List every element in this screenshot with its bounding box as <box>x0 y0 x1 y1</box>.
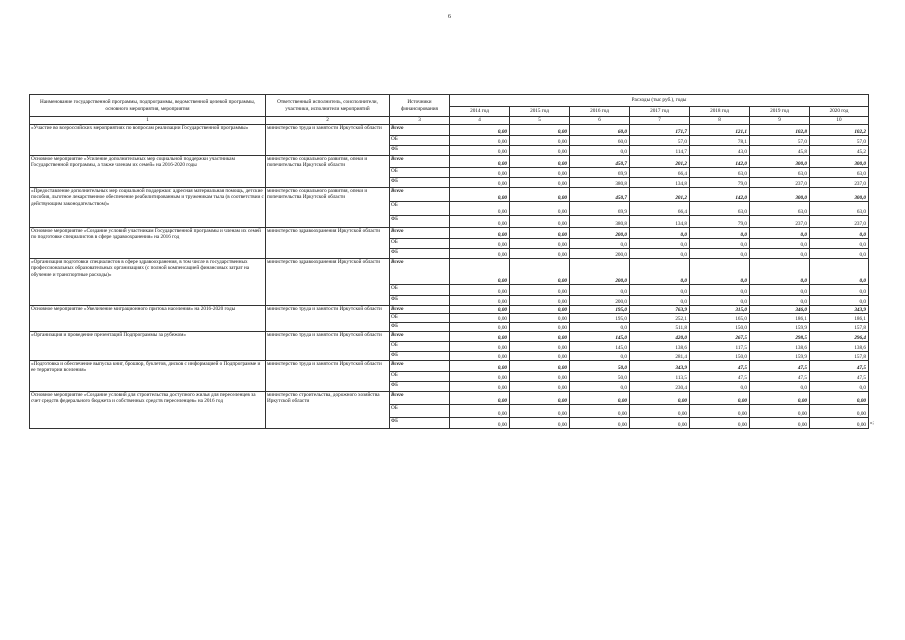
amount-cell: 50,0 <box>570 361 630 372</box>
amount-cell: 0,00 <box>450 314 510 323</box>
amount-cell: 150,0 <box>690 323 750 332</box>
expenses-table <box>29 94 869 429</box>
trailing-mark: »; <box>870 420 874 426</box>
header-year: 2020 год <box>810 107 869 117</box>
amount-cell: 134,8 <box>630 178 690 188</box>
amount-cell: 237,0 <box>810 178 869 188</box>
amount-cell: 63,0 <box>810 168 869 178</box>
header-year: 2016 год <box>570 107 630 117</box>
funding-source: ФБ <box>390 249 450 259</box>
amount-cell: 0,0 <box>810 249 869 259</box>
table-row <box>30 392 869 405</box>
funding-source: Всего <box>390 125 450 136</box>
amount-cell: 45,8 <box>750 146 810 156</box>
amount-cell: 0,0 <box>690 249 750 259</box>
amount-cell: 186,1 <box>810 314 869 323</box>
amount-cell: 66,4 <box>630 168 690 178</box>
funding-source: ФБ <box>390 418 450 429</box>
amount-cell: 0,00 <box>510 136 570 146</box>
activity-executor: министерство труда и занятости Иркутской области <box>266 361 390 392</box>
funding-source: ОБ <box>390 136 450 146</box>
amount-cell: 0,00 <box>510 216 570 228</box>
amount-cell: 0,00 <box>510 405 570 418</box>
header-executor: Ответственный исполнитель, соисполнители, участники, исполнители мероприятий <box>266 95 390 117</box>
funding-source: ФБ <box>390 382 450 392</box>
amount-cell: 57,0 <box>810 136 869 146</box>
amount-cell: 0,00 <box>510 168 570 178</box>
amount-cell: 0,00 <box>450 202 510 216</box>
amount-cell: 315,0 <box>690 306 750 314</box>
amount-cell: 134,8 <box>630 216 690 228</box>
amount-cell: 0,00 <box>450 249 510 259</box>
amount-cell: 0,0 <box>690 382 750 392</box>
amount-cell: 252,1 <box>630 314 690 323</box>
amount-cell: 0,00 <box>450 168 510 178</box>
amount-cell: 114,7 <box>630 146 690 156</box>
column-number: 6 <box>570 117 630 125</box>
amount-cell: 0,0 <box>750 239 810 249</box>
amount-cell: 450,7 <box>570 188 630 202</box>
funding-source: Всего <box>390 156 450 168</box>
amount-cell: 300,0 <box>750 188 810 202</box>
amount-cell: 0,00 <box>510 392 570 405</box>
column-number: 5 <box>510 117 570 125</box>
amount-cell: 0,00 <box>450 259 510 285</box>
amount-cell: 171,7 <box>630 125 690 136</box>
amount-cell: 0,0 <box>750 296 810 306</box>
amount-cell: 0,00 <box>450 136 510 146</box>
amount-cell: 0,00 <box>450 382 510 392</box>
amount-cell: 346,0 <box>750 306 810 314</box>
table-row <box>30 188 869 202</box>
amount-cell: 0,00 <box>510 314 570 323</box>
amount-cell: 0,00 <box>510 323 570 332</box>
amount-cell: 0,00 <box>450 156 510 168</box>
activity-name: «Организация подготовки специалистов в сфере здравоохранения, в том числе в государственных профессиональных образовательных организациях (с полной компенсацией финансовых затрат на обучение и транспортные расходы)» <box>30 259 266 306</box>
amount-cell: 200,0 <box>570 259 630 285</box>
amount-cell: 142,0 <box>690 188 750 202</box>
amount-cell: 0,0 <box>690 285 750 296</box>
amount-cell: 763,9 <box>630 306 690 314</box>
amount-cell: 0,0 <box>750 249 810 259</box>
amount-cell: 0,00 <box>450 372 510 382</box>
activity-executor: министерство социального развития, опеки и попечительства Иркутской области <box>266 156 390 188</box>
amount-cell: 63,0 <box>810 202 869 216</box>
amount-cell: 0,0 <box>630 285 690 296</box>
amount-cell: 69,9 <box>570 202 630 216</box>
funding-source: ОБ <box>390 202 450 216</box>
table-row <box>30 228 869 239</box>
amount-cell: 102,2 <box>810 125 869 136</box>
amount-cell: 45,2 <box>810 146 869 156</box>
amount-cell: 237,0 <box>750 178 810 188</box>
funding-source: ФБ <box>390 216 450 228</box>
amount-cell: 0,00 <box>450 306 510 314</box>
amount-cell: 50,0 <box>570 372 630 382</box>
amount-cell: 142,0 <box>690 156 750 168</box>
amount-cell: 138,6 <box>810 342 869 352</box>
amount-cell: 0,00 <box>510 146 570 156</box>
amount-cell: 201,2 <box>630 156 690 168</box>
column-number: 8 <box>690 117 750 125</box>
amount-cell: 186,1 <box>750 314 810 323</box>
funding-source: Всего <box>390 392 450 405</box>
funding-source: ОБ <box>390 342 450 352</box>
activity-name: «Предоставление дополнительных мер социальной поддержки: адресная материальная помощь, детские пособия, льготное лекарственное обеспечение реабилитированным и труженикам тыла (в соответствии с действующим законодательством)» <box>30 188 266 228</box>
activity-executor: министерство труда и занятости Иркутской области <box>266 125 390 156</box>
amount-cell: 0,0 <box>810 228 869 239</box>
amount-cell: 113,5 <box>630 372 690 382</box>
amount-cell: 157,8 <box>810 352 869 361</box>
amount-cell: 0,00 <box>510 418 570 429</box>
table-row <box>30 332 869 342</box>
amount-cell: 159,9 <box>750 352 810 361</box>
amount-cell: 102,8 <box>750 125 810 136</box>
funding-source: Всего <box>390 188 450 202</box>
funding-source: ОБ <box>390 314 450 323</box>
amount-cell: 63,0 <box>750 168 810 178</box>
amount-cell: 0,00 <box>810 405 869 418</box>
funding-source: ФБ <box>390 323 450 332</box>
amount-cell: 0,0 <box>750 259 810 285</box>
amount-cell: 78,1 <box>690 136 750 146</box>
header-year: 2014 год <box>450 107 510 117</box>
activity-name: Основное мероприятие «Увеличение миграционного притока населения» на 2016-2020 годы <box>30 306 266 332</box>
amount-cell: 0,00 <box>450 146 510 156</box>
amount-cell: 138,6 <box>630 342 690 352</box>
amount-cell: 0,00 <box>450 239 510 249</box>
funding-source: ОБ <box>390 239 450 249</box>
amount-cell: 138,6 <box>750 342 810 352</box>
amount-cell: 0,0 <box>810 382 869 392</box>
column-number: 4 <box>450 117 510 125</box>
amount-cell: 63,0 <box>690 202 750 216</box>
amount-cell: 450,7 <box>570 156 630 168</box>
activity-name: «Подготовка и обеспечение выпуска книг, брошюр, буклетов, дисков с информацией о Подпрограмме и ее территории вселения» <box>30 361 266 392</box>
amount-cell: 43,0 <box>690 146 750 156</box>
page-number: 6 <box>448 14 451 20</box>
activity-executor: министерство труда и занятости Иркутской области <box>266 306 390 332</box>
amount-cell: 0,00 <box>750 405 810 418</box>
amount-cell: 0,00 <box>450 228 510 239</box>
amount-cell: 121,1 <box>690 125 750 136</box>
amount-cell: 0,00 <box>450 216 510 228</box>
amount-cell: 420,0 <box>630 332 690 342</box>
amount-cell: 0,0 <box>810 285 869 296</box>
amount-cell: 0,00 <box>510 249 570 259</box>
amount-cell: 0,00 <box>450 361 510 372</box>
amount-cell: 0,00 <box>630 392 690 405</box>
amount-cell: 0,0 <box>750 382 810 392</box>
amount-cell: 0,0 <box>630 259 690 285</box>
amount-cell: 159,9 <box>750 323 810 332</box>
amount-cell: 0,0 <box>750 228 810 239</box>
amount-cell: 150,0 <box>690 352 750 361</box>
amount-cell: 69,9 <box>570 168 630 178</box>
amount-cell: 296,4 <box>810 332 869 342</box>
funding-source: Всего <box>390 228 450 239</box>
amount-cell: 300,0 <box>750 156 810 168</box>
amount-cell: 0,00 <box>510 361 570 372</box>
amount-cell: 0,00 <box>630 418 690 429</box>
funding-source: ФБ <box>390 146 450 156</box>
funding-source: ФБ <box>390 352 450 361</box>
amount-cell: 0,00 <box>810 392 869 405</box>
amount-cell: 0,00 <box>510 332 570 342</box>
amount-cell: 165,0 <box>690 314 750 323</box>
activity-name: «Организация и проведение презентаций Подпрограммы за рубежом» <box>30 332 266 361</box>
amount-cell: 0,00 <box>510 306 570 314</box>
amount-cell: 195,0 <box>570 306 630 314</box>
amount-cell: 0,00 <box>450 296 510 306</box>
amount-cell: 0,00 <box>450 405 510 418</box>
amount-cell: 0,00 <box>810 418 869 429</box>
amount-cell: 380,8 <box>570 178 630 188</box>
column-number: 1 <box>30 117 266 125</box>
amount-cell: 200,0 <box>570 296 630 306</box>
amount-cell: 201,2 <box>630 188 690 202</box>
amount-cell: 57,0 <box>750 136 810 146</box>
table-row <box>30 361 869 372</box>
amount-cell: 0,00 <box>690 405 750 418</box>
amount-cell: 0,00 <box>510 296 570 306</box>
table-row <box>30 125 869 136</box>
amount-cell: 0,0 <box>630 239 690 249</box>
header-name: Наименование государственной программы, подпрограммы, ведомственной целевой программы, основного мероприятия, мероприятия <box>30 95 266 117</box>
amount-cell: 0,00 <box>450 178 510 188</box>
funding-source: ФБ <box>390 178 450 188</box>
amount-cell: 0,00 <box>450 418 510 429</box>
amount-cell: 0,00 <box>570 392 630 405</box>
funding-source: ОБ <box>390 168 450 178</box>
column-number: 10 <box>810 117 869 125</box>
amount-cell: 0,00 <box>510 382 570 392</box>
amount-cell: 195,0 <box>570 314 630 323</box>
amount-cell: 0,0 <box>810 259 869 285</box>
amount-cell: 79,0 <box>690 216 750 228</box>
amount-cell: 0,0 <box>570 323 630 332</box>
amount-cell: 63,0 <box>690 168 750 178</box>
header-year: 2018 год <box>690 107 750 117</box>
column-number: 7 <box>630 117 690 125</box>
funding-source: Всего <box>390 259 450 285</box>
amount-cell: 0,00 <box>510 352 570 361</box>
amount-cell: 298,5 <box>750 332 810 342</box>
amount-cell: 0,00 <box>510 239 570 249</box>
amount-cell: 145,0 <box>570 342 630 352</box>
amount-cell: 0,00 <box>510 285 570 296</box>
amount-cell: 0,00 <box>510 372 570 382</box>
activity-executor: министерство здравоохранения Иркутской области <box>266 228 390 259</box>
amount-cell: 0,0 <box>630 249 690 259</box>
amount-cell: 0,00 <box>690 392 750 405</box>
amount-cell: 0,00 <box>450 323 510 332</box>
activity-name: Основное мероприятие «Усиление дополнительных мер социальной поддержки участникам Государственной программы, а также членам их семей» на 2016-2020 годы <box>30 156 266 188</box>
amount-cell: 0,00 <box>510 178 570 188</box>
amount-cell: 0,00 <box>750 418 810 429</box>
amount-cell: 237,0 <box>750 216 810 228</box>
amount-cell: 0,0 <box>690 228 750 239</box>
amount-cell: 0,00 <box>630 405 690 418</box>
amount-cell: 0,00 <box>450 342 510 352</box>
amount-cell: 281,4 <box>630 352 690 361</box>
amount-cell: 230,4 <box>630 382 690 392</box>
funding-source: ОБ <box>390 372 450 382</box>
amount-cell: 237,0 <box>810 216 869 228</box>
column-number: 9 <box>750 117 810 125</box>
funding-source: ОБ <box>390 285 450 296</box>
table-row <box>30 306 869 314</box>
amount-cell: 66,4 <box>630 202 690 216</box>
table-row <box>30 259 869 285</box>
activity-executor: министерство социального развития, опеки и попечительства Иркутской области <box>266 188 390 228</box>
amount-cell: 0,00 <box>510 342 570 352</box>
amount-cell: 0,0 <box>570 239 630 249</box>
header-year: 2015 год <box>510 107 570 117</box>
amount-cell: 0,0 <box>630 296 690 306</box>
amount-cell: 267,5 <box>690 332 750 342</box>
amount-cell: 0,00 <box>450 392 510 405</box>
amount-cell: 0,00 <box>510 125 570 136</box>
amount-cell: 117,5 <box>690 342 750 352</box>
funding-source: ФБ <box>390 296 450 306</box>
amount-cell: 511,8 <box>630 323 690 332</box>
activity-name: Основное мероприятие «Создание условий участникам Государственной программы и членам их семей по подготовке специалистов в сфере здравоохранения» на 2016 год <box>30 228 266 259</box>
amount-cell: 300,0 <box>810 156 869 168</box>
activity-name: «Участие во всероссийских мероприятиях по вопросам реализации Государственной программы» <box>30 125 266 156</box>
activity-name: Основное мероприятие «Создание условий для строительства доступного жилья для переселенцев за счет средств федерального бюджета и собственных средств переселенцев» на 2016 год <box>30 392 266 429</box>
amount-cell: 0,0 <box>690 296 750 306</box>
funding-source: Всего <box>390 361 450 372</box>
amount-cell: 300,0 <box>810 188 869 202</box>
amount-cell: 0,0 <box>750 285 810 296</box>
amount-cell: 0,00 <box>510 202 570 216</box>
amount-cell: 0,0 <box>690 259 750 285</box>
header-expenses: Расходы (тыс руб.), годы <box>450 95 869 107</box>
amount-cell: 0,0 <box>570 382 630 392</box>
amount-cell: 380,8 <box>570 216 630 228</box>
activity-executor: министерство здравоохранения Иркутской области <box>266 259 390 306</box>
amount-cell: 47,5 <box>810 361 869 372</box>
amount-cell: 0,00 <box>570 405 630 418</box>
funding-source: Всего <box>390 306 450 314</box>
amount-cell: 47,5 <box>690 372 750 382</box>
funding-source: Всего <box>390 332 450 342</box>
amount-cell: 79,0 <box>690 178 750 188</box>
amount-cell: 0,0 <box>570 285 630 296</box>
amount-cell: 0,0 <box>630 228 690 239</box>
amount-cell: 0,00 <box>450 188 510 202</box>
amount-cell: 0,00 <box>450 285 510 296</box>
funding-source: ОБ <box>390 405 450 418</box>
amount-cell: 0,0 <box>570 352 630 361</box>
header-year: 2019 год <box>750 107 810 117</box>
amount-cell: 0,00 <box>450 125 510 136</box>
amount-cell: 47,5 <box>810 372 869 382</box>
amount-cell: 0,00 <box>510 259 570 285</box>
amount-cell: 343,9 <box>810 306 869 314</box>
amount-cell: 0,00 <box>510 228 570 239</box>
amount-cell: 0,00 <box>510 156 570 168</box>
amount-cell: 0,00 <box>690 418 750 429</box>
amount-cell: 0,0 <box>810 296 869 306</box>
amount-cell: 157,8 <box>810 323 869 332</box>
amount-cell: 343,9 <box>630 361 690 372</box>
header-year: 2017 год <box>630 107 690 117</box>
column-number: 2 <box>266 117 390 125</box>
header-source: Источники финансирования <box>390 95 450 117</box>
amount-cell: 60,0 <box>570 136 630 146</box>
amount-cell: 200,0 <box>570 249 630 259</box>
amount-cell: 0,00 <box>450 352 510 361</box>
column-number: 3 <box>390 117 450 125</box>
table-row <box>30 156 869 168</box>
amount-cell: 60,0 <box>570 125 630 136</box>
amount-cell: 47,5 <box>750 372 810 382</box>
amount-cell: 200,0 <box>570 228 630 239</box>
amount-cell: 0,0 <box>570 146 630 156</box>
amount-cell: 47,5 <box>750 361 810 372</box>
amount-cell: 0,00 <box>570 418 630 429</box>
amount-cell: 63,0 <box>750 202 810 216</box>
amount-cell: 145,0 <box>570 332 630 342</box>
activity-executor: министерство строительства, дорожного хозяйства Иркутской области <box>266 392 390 429</box>
amount-cell: 47,5 <box>690 361 750 372</box>
amount-cell: 0,00 <box>750 392 810 405</box>
amount-cell: 57,0 <box>630 136 690 146</box>
amount-cell: 0,00 <box>510 188 570 202</box>
amount-cell: 0,0 <box>810 239 869 249</box>
amount-cell: 0,0 <box>690 239 750 249</box>
activity-executor: министерство труда и занятости Иркутской области <box>266 332 390 361</box>
amount-cell: 0,00 <box>450 332 510 342</box>
